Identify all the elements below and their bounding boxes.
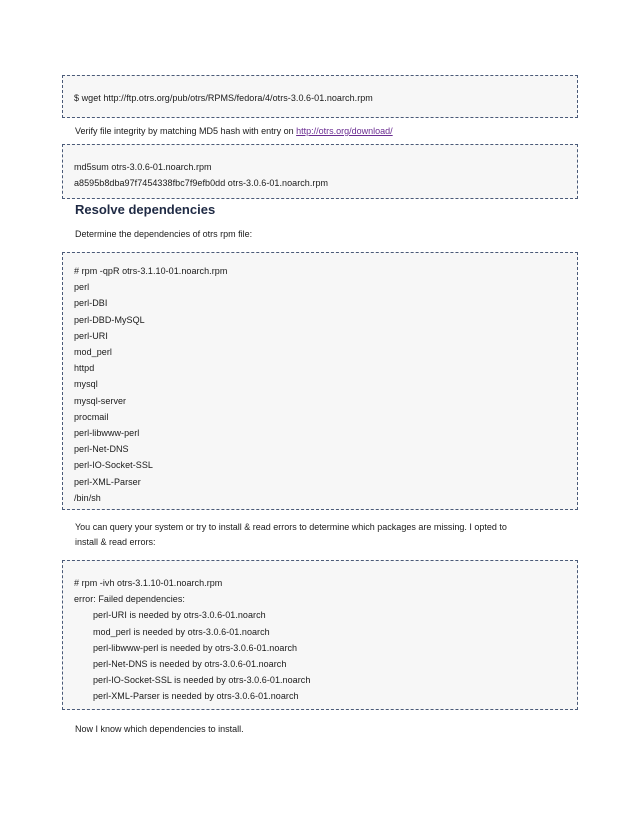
code-line-indented: perl-URI is needed by otrs-3.0.6-01.noarch bbox=[93, 610, 266, 621]
code-line-indented: perl-libwww-perl is needed by otrs-3.0.6-01.noarch bbox=[93, 642, 298, 653]
code-block-rpm-query bbox=[62, 252, 578, 510]
code-line: perl-DBD-MySQL bbox=[74, 314, 145, 325]
code-line: mod_perl bbox=[74, 347, 112, 358]
query-text-line: install & read errors: bbox=[75, 537, 156, 547]
code-line-indented: perl-Net-DNS is needed by otrs-3.0.6-01.noarch bbox=[93, 659, 287, 670]
code-line: perl-URI bbox=[74, 330, 108, 341]
code-line: perl-DBI bbox=[74, 298, 108, 309]
verify-text: Verify file integrity by matching MD5 hash with entry on bbox=[75, 126, 297, 136]
code-block-wget bbox=[62, 75, 578, 118]
code-line: /bin/sh bbox=[74, 492, 101, 503]
code-line: # rpm -qpR otrs-3.1.10-01.noarch.rpm bbox=[74, 266, 228, 276]
code-line-indented: perl-IO-Socket-SSL is needed by otrs-3.0.6-01.noarch bbox=[93, 675, 311, 686]
code-line: perl-Net-DNS bbox=[74, 444, 129, 455]
final-paragraph: Now I know which dependencies to install. bbox=[75, 724, 244, 734]
code-line: # rpm -ivh otrs-3.1.10-01.noarch.rpm bbox=[74, 578, 223, 588]
code-line: $ wget http://ftp.otrs.org/pub/otrs/RPMS/fedora/4/otrs-3.0.6-01.noarch.rpm bbox=[74, 93, 373, 103]
code-line: httpd bbox=[74, 363, 95, 374]
code-block-md5 bbox=[62, 144, 578, 199]
code-line: perl-libwww-perl bbox=[74, 428, 140, 439]
verify-paragraph bbox=[75, 124, 393, 139]
determine-paragraph: Determine the dependencies of otrs rpm file: bbox=[75, 229, 253, 239]
code-line: procmail bbox=[74, 411, 109, 422]
code-line: mysql bbox=[74, 379, 98, 390]
query-text-line: You can query your system or try to install & read errors to determine which packages are missing. I opted to bbox=[75, 522, 507, 532]
code-block-rpm-install bbox=[62, 560, 578, 710]
query-paragraph bbox=[75, 520, 507, 550]
code-line: perl bbox=[74, 282, 90, 293]
code-line: perl-IO-Socket-SSL bbox=[74, 460, 153, 471]
code-line: md5sum otrs-3.0.6-01.noarch.rpm bbox=[74, 162, 212, 172]
code-line-indented: perl-XML-Parser is needed by otrs-3.0.6-01.noarch bbox=[93, 691, 299, 702]
code-line: error: Failed dependencies: bbox=[74, 594, 185, 605]
code-line: mysql-server bbox=[74, 395, 127, 406]
code-line: a8595b8dba97f7454338fbc7f9efb0dd otrs-3.0.6-01.noarch.rpm bbox=[74, 178, 329, 189]
code-line-indented: mod_perl is needed by otrs-3.0.6-01.noarch bbox=[93, 626, 270, 637]
code-line: perl-XML-Parser bbox=[74, 476, 141, 487]
section-heading: Resolve dependencies bbox=[75, 202, 216, 217]
otrs-download-link[interactable]: http://otrs.org/download/ bbox=[296, 126, 393, 136]
